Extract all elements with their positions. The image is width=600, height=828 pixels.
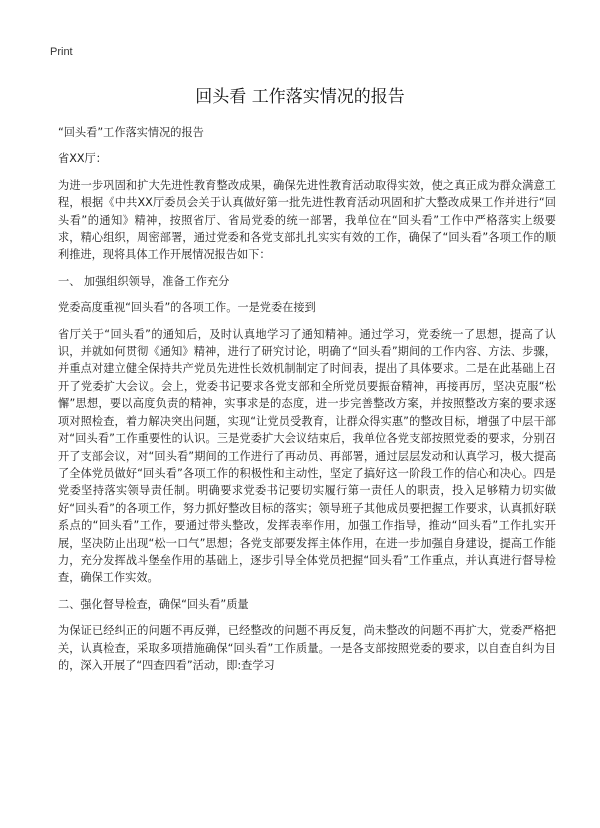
document-subtitle: “回头看”工作落实情况的报告 [58, 126, 204, 139]
print-label[interactable]: Print [50, 46, 73, 58]
section-2-body: 为保证已经纠正的问题不再反弹，已经整改的问题不再反复，尚未整改的问题不再扩大，党委严格把关，认真检查，采取多项措施确保“回头看”工作质量。一是各支部按照党委的要求，以自查自纠为目的，深入开展了“四查四看”活动，即:查学习 [58, 624, 556, 672]
section-2-heading: 二、强化督导检查，确保“回头看”质量 [58, 597, 249, 611]
section-1-heading: 一、 加强组织领导，准备工作充分 [58, 274, 230, 288]
intro-paragraph: 为进一步巩固和扩大先进性教育整改成果，确保先进性教育活动取得实效，使之真正成为群众满意工程，根据《中共XX厅委员会关于认真做好第一批先进性教育活动巩固和扩大整改成果工作并进行“回头看”的通知》精神，按照省厅、省局党委的统一部署，我单位在“回头看”工作中严格落实上级要求，精心组织，周密部署，通过党委和各党支部扎扎实实有效的工作，确保了“回头看”各项工作的顺利推进，现将具体工作开展情况报告如下： [58, 178, 556, 262]
document-body [58, 124, 556, 674]
document-title: 回头看 工作落实情况的报告 [195, 87, 405, 107]
salutation: 省XX厅： [58, 152, 107, 166]
section-1-body: 省厅关于“回头看”的通知后，及时认真地学习了通知精神。通过学习，党委统一了思想，提高了认识，并就如何贯彻《通知》精神，进行了研究讨论，明确了“回头看”期间的工作内容、方法、步骤，并重点对建立健全保持共产党员先进性长效机制制定了时间表，提出了具体要求。二是在此基础上召开了党委扩大会议。会上，党委书记要求各党支部和全所党员要振奋精神，再接再厉，坚决克服“松懈”思想，要以高度负责的精神，实事求是的态度，进一步完善整改方案，并按照整改方案的要求逐项对照检查，着力解决突出问题，实现“让党员受教育，让群众得实惠”的整改目标，增强了中层干部对“回头看”工作重要性的认识。三是党委扩大会议结束后，我单位各党支部按照党委的要求，分别召开了支部会议，对“回头看”期间的工作进行了再动员、再部署，通过层层发动和认真学习，极大提高了全体党员做好“回头看”各项工作的积极性和主动性，坚定了搞好这一阶段工作的信心和决心。四是党委坚持落实领导责任制。明确要求党委书记要切实履行第一责任人的职责，投入足够精力切实做好“回头看”的各项工作，努力抓好整改目标的落实；领导班子其他成员要把握工作要求，认真抓好联系点的“回头看”工作，要通过带头整改，发挥表率作用，加强工作指导，推动“回头看”工作扎实开展，坚决防止出现“松一口气”思想；各党支部要发挥主体作用，在进一步加强自身建设，提高工作能力，充分发挥战斗堡垒作用的基础上，逐步引导全体党员把握“回头看”工作重点，并认真进行督导检查，确保工作实效。 [58, 327, 556, 585]
section-1-lead: 党委高度重视“回头看”的各项工作。一是党委在接到 [58, 301, 316, 315]
